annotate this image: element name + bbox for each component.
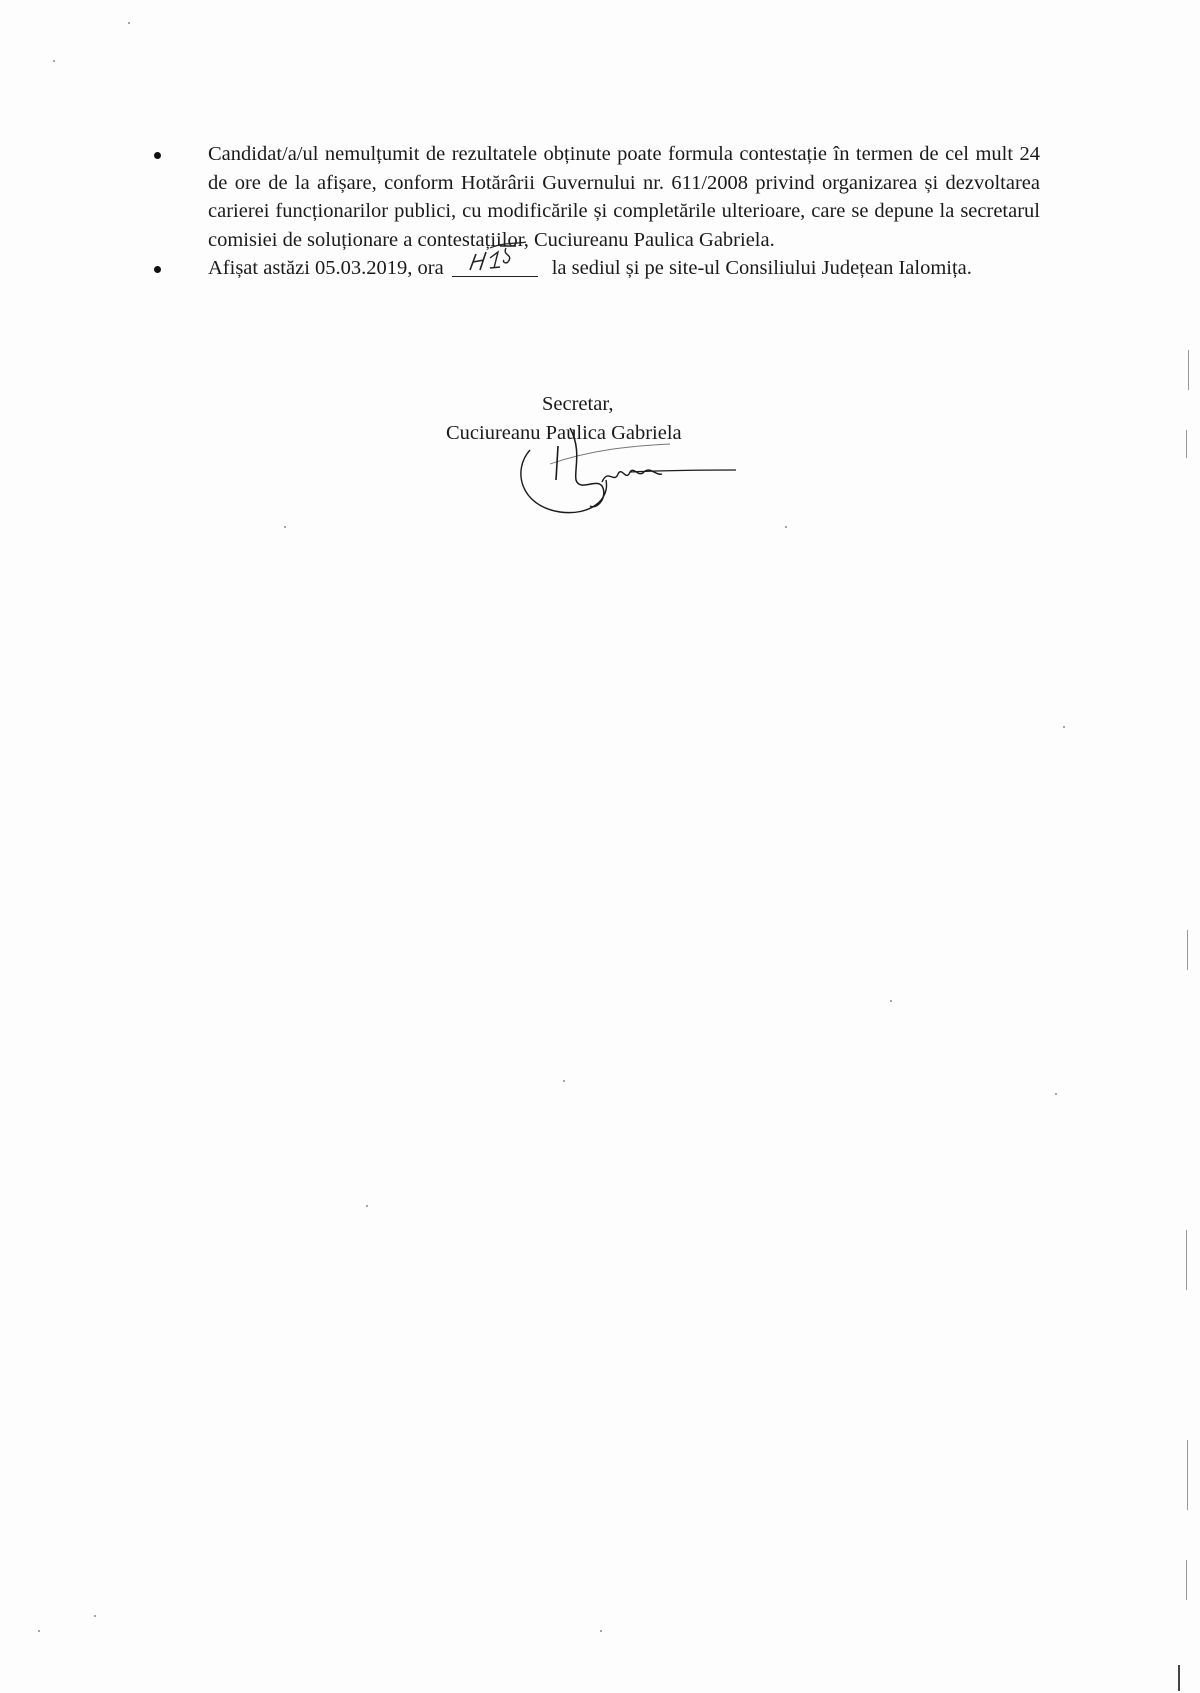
signature-name: Cuciureanu Paulica Gabriela: [446, 422, 682, 444]
handwritten-signature-icon: [510, 420, 750, 520]
scan-edge-mark: [1186, 1560, 1187, 1600]
scan-speck: [366, 1205, 368, 1207]
bullet-icon: [154, 152, 161, 159]
scan-edge-mark: [1178, 1665, 1180, 1691]
handwritten-time: [452, 254, 538, 277]
scan-speck: [1063, 726, 1065, 728]
scan-speck: [1055, 1093, 1057, 1095]
scan-speck: [785, 526, 787, 528]
contestation-notice-text: Candidat/a/ul nemulțumit de rezultatele obținute poate formula contestație în termen de cel mult 24 de ore de la afișare, conform Hotărârii Guvernului nr. 611/2008 privind organizarea și dezvoltarea carierei funcționarilor publici, cu modificările și completările ulterioare, care se depune la secretarul comisiei de soluționare a contestațiilor, Cuciureanu Paulica Gabriela.: [208, 143, 1040, 251]
scan-edge-mark: [1186, 1230, 1187, 1290]
bullet-icon: [154, 266, 161, 273]
scan-speck: [38, 1630, 40, 1632]
posting-location-text: la sediul și pe site-ul Consiliului Județean Ialomița.: [551, 257, 972, 279]
scan-speck: [53, 60, 55, 62]
scan-edge-mark: [1186, 430, 1187, 458]
scan-edge-mark: [1188, 350, 1189, 390]
list-item: [150, 254, 1040, 283]
notice-list: [150, 140, 1040, 283]
scan-edge-mark: [1187, 930, 1188, 970]
scan-speck: [128, 22, 130, 24]
list-item: [150, 140, 1040, 254]
scan-speck: [284, 526, 286, 528]
scan-speck: [94, 1615, 96, 1617]
scan-speck: [563, 1080, 565, 1082]
scan-edge-mark: [1187, 1440, 1188, 1510]
handwritten-time-drawing: [460, 240, 530, 276]
posting-date-text: Afișat astăzi 05.03.2019, ora: [208, 257, 444, 279]
scan-speck: [890, 1000, 892, 1002]
signature-title: Secretar,: [542, 393, 614, 415]
scan-speck: [600, 1630, 602, 1632]
